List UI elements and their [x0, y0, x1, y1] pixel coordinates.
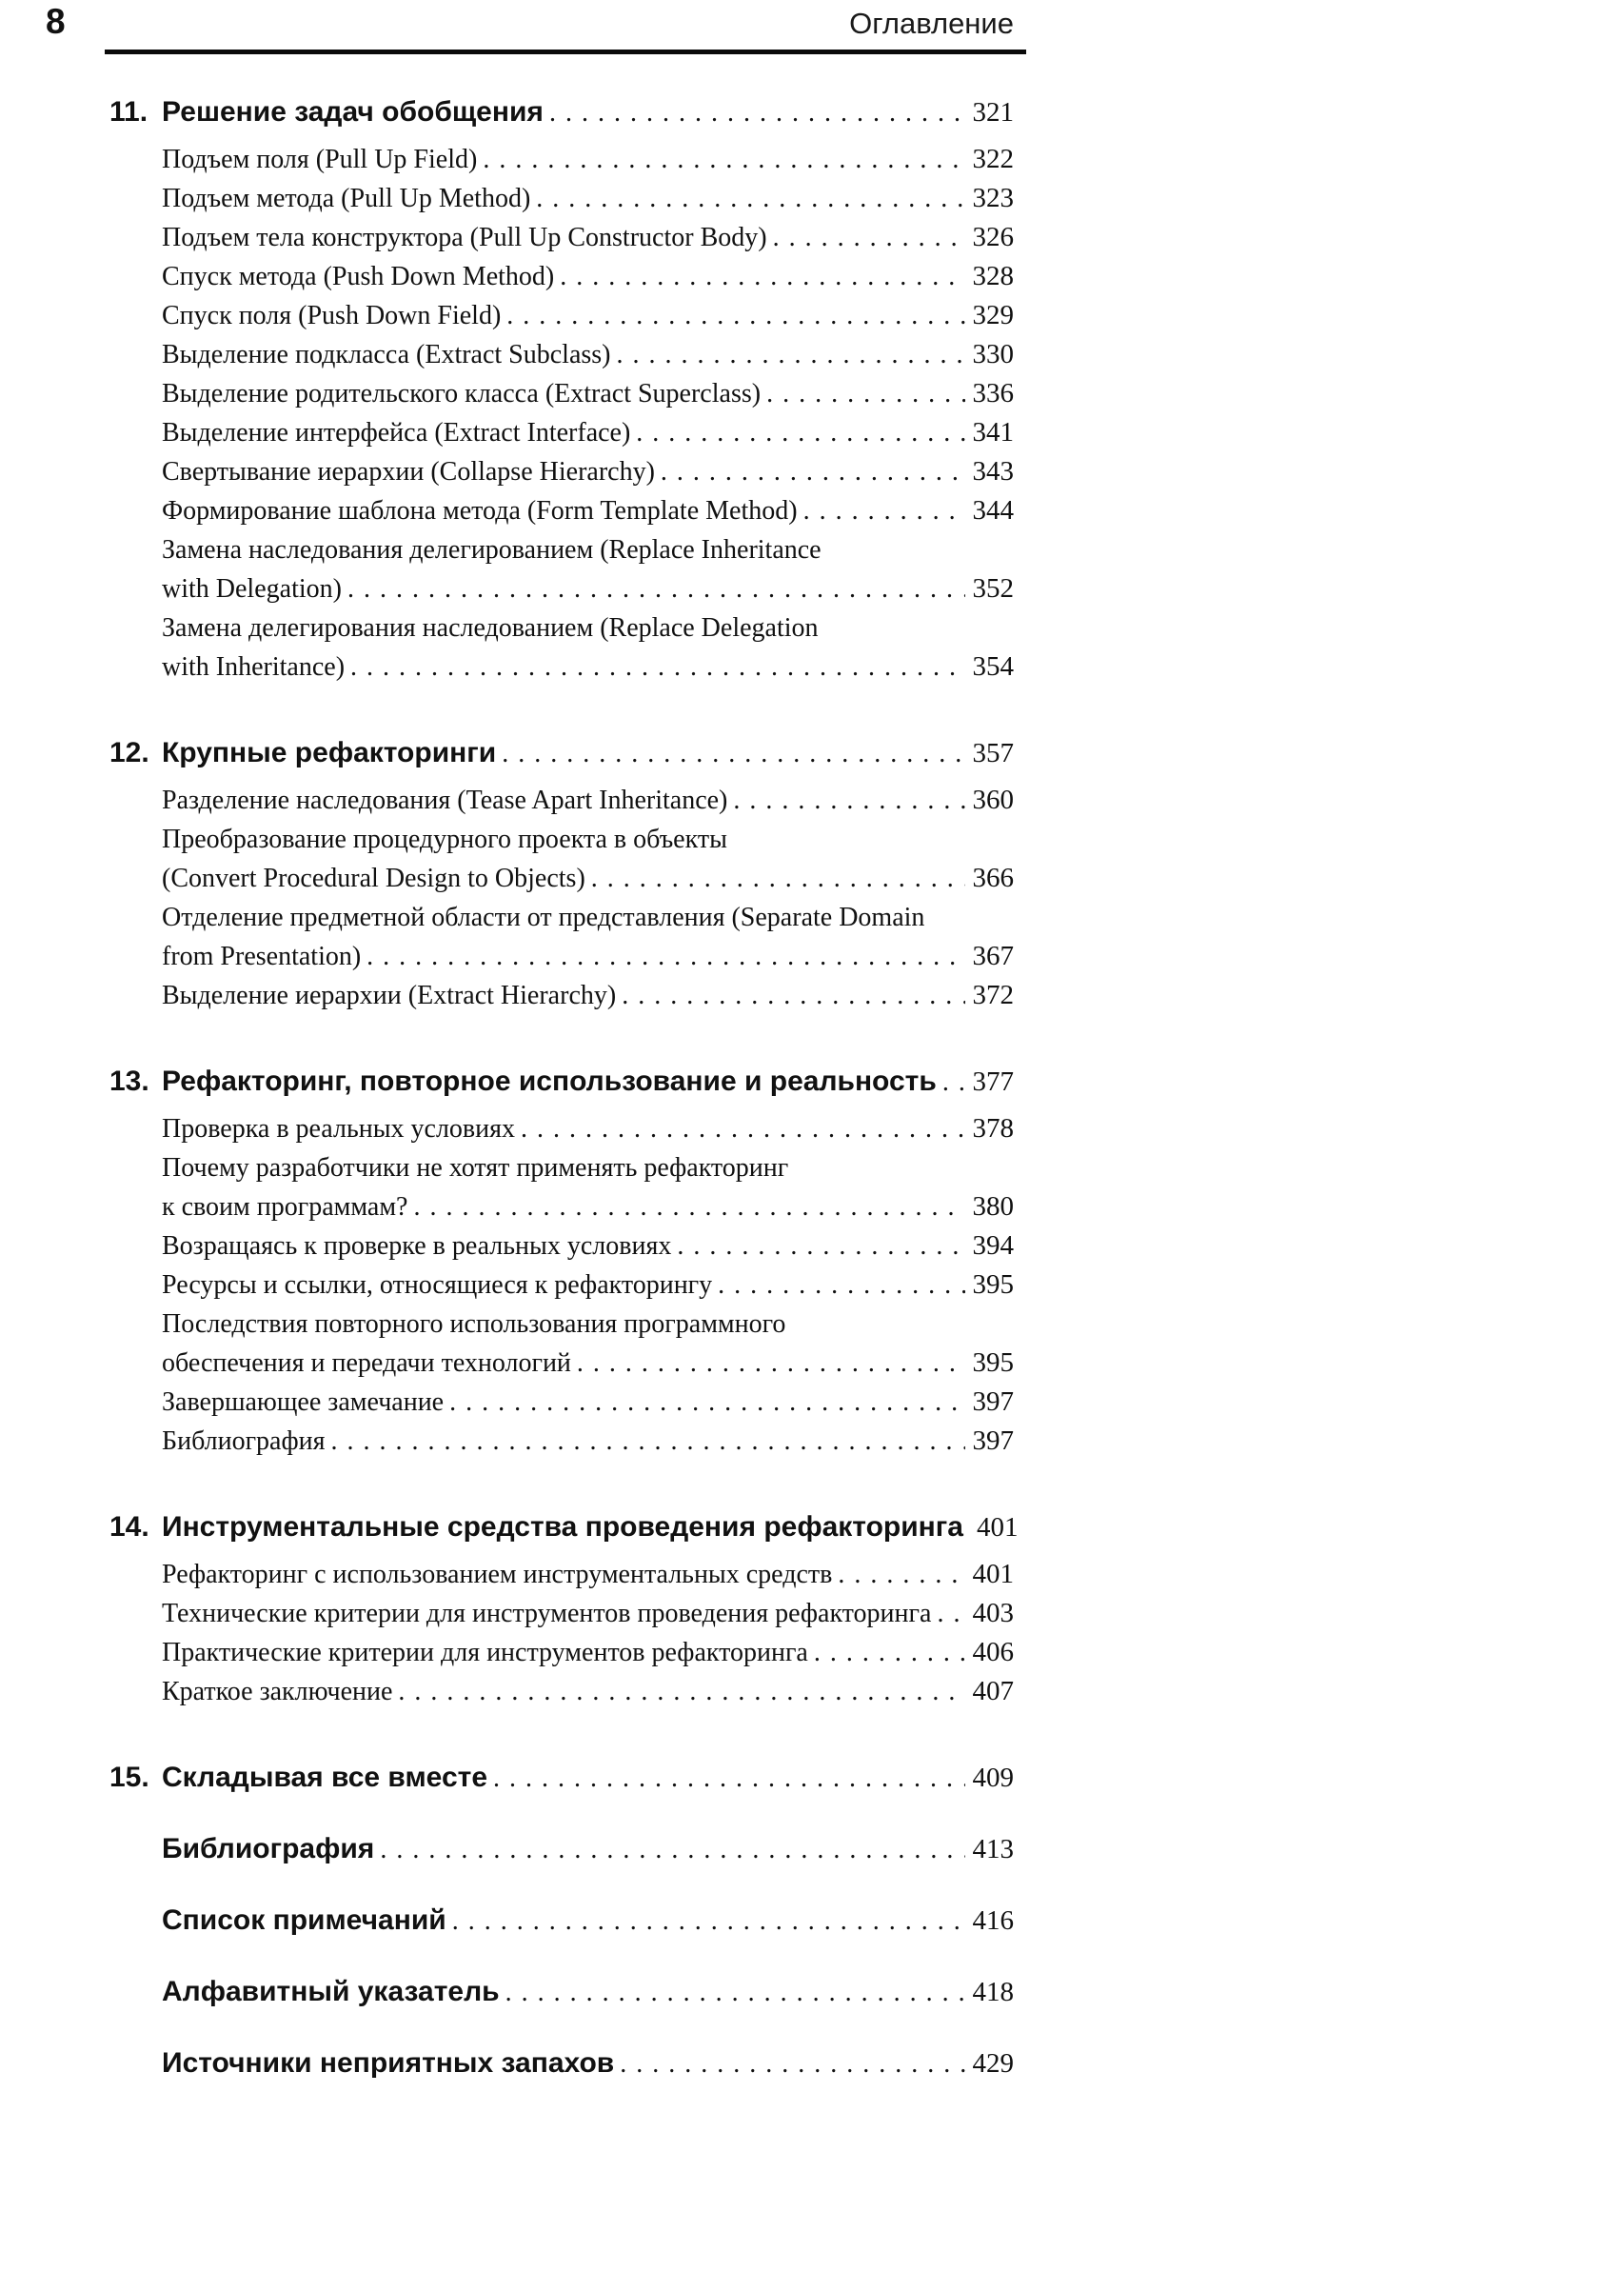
section-page: 357 — [972, 738, 1014, 768]
entry-page: 403 — [972, 1598, 1014, 1628]
entry-text: Выделение подкласса (Extract Subclass) — [162, 340, 611, 369]
dot-leader — [838, 1555, 964, 1594]
page-number: 8 — [46, 2, 66, 41]
toc-entry — [109, 257, 1014, 296]
entry-page: 352 — [972, 573, 1014, 604]
entry-text: Последствия повторного использования программного — [162, 1309, 786, 1339]
toc-section — [109, 1059, 1014, 1461]
toc-entry — [109, 937, 1014, 976]
section-title: Источники неприятных запахов — [162, 2047, 615, 2079]
entry-page: 372 — [972, 980, 1014, 1010]
dot-leader — [814, 1633, 965, 1672]
toc-entry — [109, 374, 1014, 413]
entry-text: Краткое заключение — [162, 1677, 393, 1706]
entry-text: Преобразование процедурного проекта в объекты — [162, 825, 727, 854]
dot-leader — [505, 1970, 965, 2016]
toc-entry — [109, 1633, 1014, 1672]
toc — [109, 90, 1019, 2091]
toc-entry — [109, 491, 1014, 530]
entry-text: Возращаясь к проверке в реальных условиях — [162, 1231, 672, 1261]
dot-leader — [366, 937, 964, 976]
entry-page: 394 — [972, 1230, 1014, 1261]
entry-text: Ресурсы и ссылки, относящиеся к рефакторингу — [162, 1270, 713, 1300]
entry-page: 354 — [972, 651, 1014, 682]
entry-page: 397 — [972, 1425, 1014, 1456]
toc-section — [109, 1755, 1014, 1802]
dot-leader — [591, 859, 965, 898]
dot-leader — [449, 1383, 964, 1422]
dot-leader — [677, 1226, 964, 1266]
section-page: 418 — [972, 1977, 1014, 2007]
dot-leader — [636, 413, 964, 452]
entry-text: Почему разработчики не хотят применять рефакторинг — [162, 1153, 789, 1183]
section-heading-row — [109, 1969, 1014, 2016]
dot-leader — [521, 1109, 965, 1148]
dot-leader — [622, 976, 964, 1015]
entry-text: Спуск поля (Push Down Field) — [162, 301, 502, 330]
toc-entry-first-line — [109, 1305, 1014, 1344]
toc-entry — [109, 1344, 1014, 1383]
section-heading-row — [109, 1755, 1014, 1802]
section-title: Инструментальные средства проведения рефакторинга — [162, 1511, 963, 1543]
section-number: 12. — [109, 737, 149, 768]
section-heading-row — [109, 1826, 1014, 1873]
toc-entry — [109, 1594, 1014, 1633]
entry-page: 395 — [972, 1269, 1014, 1300]
dot-leader — [493, 1756, 964, 1802]
dot-leader — [773, 218, 965, 257]
toc-entry-first-line — [109, 608, 1014, 648]
dot-leader — [398, 1672, 964, 1711]
entry-page: 378 — [972, 1113, 1014, 1144]
section-number: 11. — [109, 96, 149, 128]
dot-leader — [617, 335, 965, 374]
toc-section — [109, 90, 1014, 687]
entry-text: обеспечения и передачи технологий — [162, 1348, 571, 1378]
entry-text: Выделение интерфейса (Extract Interface) — [162, 418, 631, 448]
entry-text: Замена наследования делегированием (Replace Inheritance — [162, 535, 822, 565]
section-page: 321 — [972, 97, 1014, 128]
entry-page: 344 — [972, 495, 1014, 526]
section-page: 377 — [972, 1066, 1014, 1097]
dot-leader — [331, 1422, 965, 1461]
entry-page: 395 — [972, 1347, 1014, 1378]
toc-entry — [109, 1555, 1014, 1594]
section-number: 14. — [109, 1511, 149, 1543]
entry-text: Рефакторинг с использованием инструментальных средств — [162, 1560, 833, 1589]
section-title: Рефакторинг, повторное использование и реальность — [162, 1066, 937, 1097]
entry-text: Библиография — [162, 1426, 326, 1456]
entry-page: 326 — [972, 222, 1014, 252]
dot-leader — [452, 1899, 965, 1944]
toc-entry — [109, 1187, 1014, 1226]
section-number: 15. — [109, 1762, 149, 1793]
entry-page: 367 — [972, 941, 1014, 971]
toc-entry — [109, 179, 1014, 218]
entry-text: Формирование шаблона метода (Form Template Method) — [162, 496, 798, 526]
header-rule — [105, 50, 1026, 54]
entry-text: Выделение иерархии (Extract Hierarchy) — [162, 981, 617, 1010]
entry-text: Подъем метода (Pull Up Method) — [162, 184, 531, 213]
toc-entry — [109, 140, 1014, 179]
entry-text: Технические критерии для инструментов проведения рефакторинга — [162, 1599, 932, 1628]
entry-page: 360 — [972, 785, 1014, 815]
entry-text: (Convert Procedural Design to Objects) — [162, 864, 585, 893]
dot-leader — [937, 1594, 964, 1633]
entry-text: Завершающее замечание — [162, 1387, 445, 1417]
toc-section — [109, 2041, 1014, 2087]
toc-entry — [109, 296, 1014, 335]
entry-text: Практические критерии для инструментов рефакторинга — [162, 1638, 808, 1667]
dot-leader — [577, 1344, 965, 1383]
section-title: Крупные рефакторинги — [162, 737, 497, 768]
section-page: 413 — [972, 1834, 1014, 1864]
toc-entry — [109, 218, 1014, 257]
entry-text: Замена делегирования наследованием (Replace Delegation — [162, 613, 819, 643]
dot-leader — [502, 731, 964, 777]
entry-text: Подъем поля (Pull Up Field) — [162, 145, 478, 174]
entry-page: 401 — [972, 1559, 1014, 1589]
dot-leader — [536, 179, 964, 218]
toc-entry — [109, 1226, 1014, 1266]
entry-page: 330 — [972, 339, 1014, 369]
entry-page: 329 — [972, 300, 1014, 330]
entry-page: 341 — [972, 417, 1014, 448]
dot-leader — [718, 1266, 964, 1305]
toc-section — [109, 1505, 1019, 1711]
entry-text: with Delegation) — [162, 574, 342, 604]
entry-text: Отделение предметной области от представления (Separate Domain — [162, 903, 925, 932]
dot-leader — [380, 1827, 964, 1873]
entry-text: Подъем тела конструктора (Pull Up Constructor Body) — [162, 223, 767, 252]
section-title: Список примечаний — [162, 1904, 446, 1936]
toc-entry — [109, 335, 1014, 374]
toc-entry — [109, 781, 1014, 820]
toc-entry — [109, 452, 1014, 491]
entry-text: Выделение родительского класса (Extract Superclass) — [162, 379, 762, 409]
dot-leader — [733, 781, 964, 820]
section-heading-row — [109, 2041, 1014, 2087]
dot-leader — [942, 1060, 965, 1106]
section-title: Решение задач обобщения — [162, 96, 544, 128]
entry-page: 380 — [972, 1191, 1014, 1222]
section-page: 429 — [972, 2048, 1014, 2079]
section-page: 416 — [972, 1905, 1014, 1936]
toc-entry — [109, 1672, 1014, 1711]
entry-text: from Presentation) — [162, 942, 362, 971]
dot-leader — [347, 569, 965, 608]
toc-entry — [109, 1109, 1014, 1148]
entry-page: 366 — [972, 863, 1014, 893]
entry-text: with Inheritance) — [162, 652, 346, 682]
entry-text: Разделение наследования (Tease Apart Inheritance) — [162, 786, 728, 815]
entry-page: 406 — [972, 1637, 1014, 1667]
toc-section — [109, 1969, 1014, 2016]
entry-text: к своим программам? — [162, 1192, 408, 1222]
section-title: Складывая все вместе — [162, 1762, 488, 1793]
entry-page: 336 — [972, 378, 1014, 409]
entry-page: 397 — [972, 1386, 1014, 1417]
toc-entry — [109, 1383, 1014, 1422]
entry-text: Проверка в реальных условиях — [162, 1114, 515, 1144]
toc-entry — [109, 648, 1014, 687]
dot-leader — [620, 2042, 964, 2087]
section-heading-row — [109, 1898, 1014, 1944]
running-title: Оглавление — [849, 7, 1014, 40]
section-heading-row — [109, 1059, 1014, 1106]
toc-entry — [109, 859, 1014, 898]
section-number: 13. — [109, 1066, 149, 1097]
entry-page: 328 — [972, 261, 1014, 291]
dot-leader — [661, 452, 965, 491]
section-heading-row — [109, 90, 1014, 136]
dot-leader — [549, 90, 965, 136]
entry-page: 323 — [972, 183, 1014, 213]
section-heading-row — [109, 1505, 1019, 1551]
entry-page: 407 — [972, 1676, 1014, 1706]
section-page: 409 — [972, 1763, 1014, 1793]
toc-entry — [109, 976, 1014, 1015]
dot-leader — [560, 257, 964, 296]
toc-section — [109, 1826, 1014, 1873]
toc-entry-first-line — [109, 898, 1014, 937]
entry-text: Свертывание иерархии (Collapse Hierarchy) — [162, 457, 655, 487]
dot-leader — [350, 648, 964, 687]
section-title: Алфавитный указатель — [162, 1976, 500, 2007]
dot-leader — [766, 374, 964, 413]
toc-entry — [109, 413, 1014, 452]
toc-entry — [109, 1422, 1014, 1461]
entry-page: 322 — [972, 144, 1014, 174]
dot-leader — [483, 140, 964, 179]
toc-entry-first-line — [109, 820, 1014, 859]
toc-section — [109, 1898, 1014, 1944]
dot-leader — [506, 296, 964, 335]
toc-entry — [109, 1266, 1014, 1305]
toc-section — [109, 730, 1014, 1015]
toc-entry-first-line — [109, 1148, 1014, 1187]
entry-text: Спуск метода (Push Down Method) — [162, 262, 555, 291]
section-page: 401 — [976, 1512, 1019, 1543]
dot-leader — [413, 1187, 964, 1226]
toc-entry-first-line — [109, 530, 1014, 569]
entry-page: 343 — [972, 456, 1014, 487]
dot-leader — [803, 491, 965, 530]
section-heading-row — [109, 730, 1014, 777]
page-header — [46, 2, 1014, 42]
section-title: Библиография — [162, 1833, 375, 1864]
toc-entry — [109, 569, 1014, 608]
